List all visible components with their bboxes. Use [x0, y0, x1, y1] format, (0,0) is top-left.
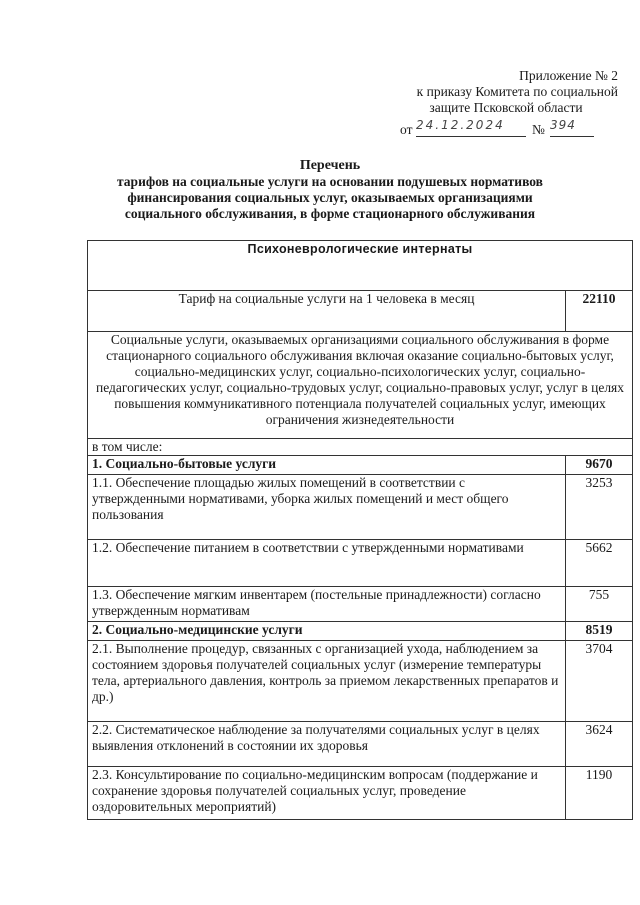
table-row: [88, 540, 633, 587]
item-value: 755: [566, 587, 633, 622]
tariff-value: 22110: [566, 291, 633, 332]
item-value: 5662: [566, 540, 633, 587]
services-description: Социальные услуги, оказываемых организациями социального обслуживания в форме стационарного социального обслуживания включая оказание социально-бытовых услуг, социально-медицинских услуг, социально-психологических услуг, социально-педагогических услуг, социально-трудовых услуг, социально-правовых услуг, услуг в целях повышения коммуникативного потенциала получателей социальных услуг, имеющих ограничения жизнедеятельности: [88, 332, 633, 439]
document-title: [80, 158, 580, 222]
item-value: 1190: [566, 767, 633, 820]
order-date-number: [400, 118, 610, 140]
section-title: 1. Социально-бытовые услуги: [88, 456, 566, 475]
including-label: в том числе:: [88, 439, 633, 456]
item-text: 2.2. Систематическое наблюдение за получателями социальных услуг в целях выявления отклонений в состоянии их здоровья: [88, 722, 566, 767]
table-row: [88, 641, 633, 722]
section-total: 8519: [566, 622, 633, 641]
table-row: [88, 587, 633, 622]
item-text: 1.1. Обеспечение площадью жилых помещений в соответствии с утвержденными нормативами, уборка жилых помещений и мест общего пользования: [88, 475, 566, 540]
item-text: 1.2. Обеспечение питанием в соответствии с утвержденными нормативами: [88, 540, 566, 587]
item-text: 2.1. Выполнение процедур, связанных с организацией ухода, наблюдением за состоянием здоровья получателей социальных услуг (измерение температуры тела, артериального давления, контроль за приемом лекарственных препаратов и др.): [88, 641, 566, 722]
appendix-line2: к приказу Комитета по социальной: [416, 84, 618, 99]
table-row: [88, 722, 633, 767]
title-line4: социального обслуживания, в форме стационарного обслуживания: [124, 206, 536, 221]
appendix-line1: Приложение № 2: [519, 68, 618, 83]
table-header: Психоневрологические интернаты: [88, 241, 633, 291]
title-line1: Перечень: [299, 158, 361, 173]
number-prefix: №: [532, 122, 545, 137]
title-line3: финансирования социальных услуг, оказываемых организациями: [127, 190, 533, 205]
item-text: 1.3. Обеспечение мягким инвентарем (постельные принадлежности) согласно утвержденным нормативам: [88, 587, 566, 622]
handwritten-date: 24.12.2024: [416, 118, 526, 137]
date-prefix: от: [400, 122, 413, 137]
appendix-block: [360, 68, 618, 116]
title-line2: тарифов на социальные услуги на основании подушевых нормативов: [117, 174, 543, 189]
appendix-line3: защите Псковской области: [429, 100, 583, 115]
tariff-label: Тариф на социальные услуги на 1 человека в месяц: [88, 291, 566, 332]
section-row: [88, 456, 633, 475]
section-row: [88, 622, 633, 641]
tariff-table: [87, 240, 633, 820]
handwritten-number: 394: [550, 118, 594, 137]
table-row: [88, 767, 633, 820]
table-row: [88, 475, 633, 540]
item-value: 3253: [566, 475, 633, 540]
section-total: 9670: [566, 456, 633, 475]
item-value: 3624: [566, 722, 633, 767]
item-text: 2.3. Консультирование по социально-медицинским вопросам (поддержание и сохранение здоровья получателей социальных услуг, проведение оздоровительных мероприятий): [88, 767, 566, 820]
section-title: 2. Социально-медицинские услуги: [88, 622, 566, 641]
item-value: 3704: [566, 641, 633, 722]
